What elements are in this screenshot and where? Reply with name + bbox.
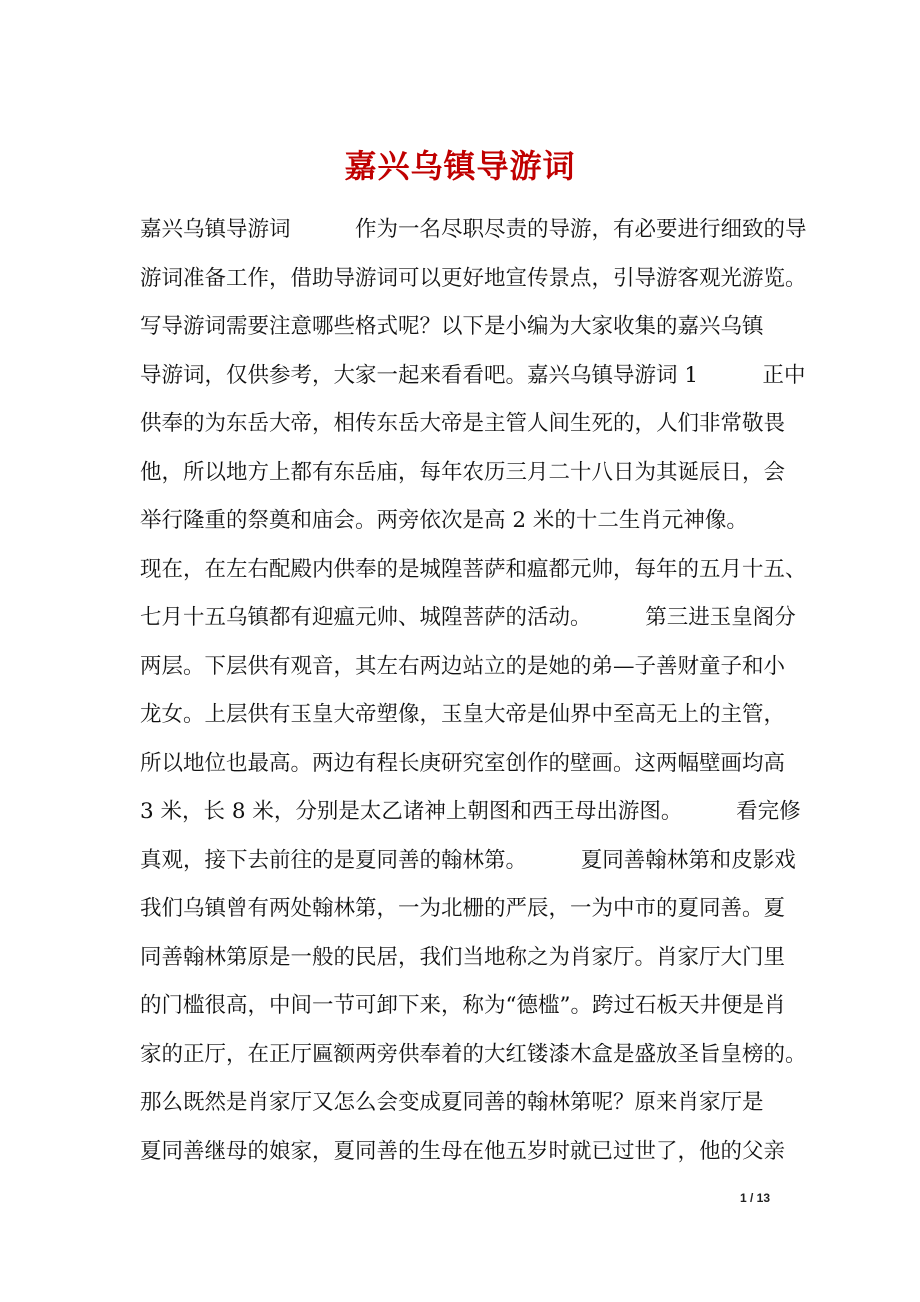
body-line: 写导游词需要注意哪些格式呢？以下是小编为大家收集的嘉兴乌镇	[140, 314, 764, 339]
body-line: 家的正厅，在正厅匾额两旁供奉着的大红镂漆木盒是盛放圣旨皇榜的。	[140, 1041, 807, 1067]
body-line: 供奉的为东岳大帝，相传东岳大帝是主管人间生死的，人们非常敬畏	[140, 411, 786, 436]
body-line: 举行隆重的祭奠和庙会。两旁依次是高 2 米的十二生肖元神像。	[140, 508, 748, 533]
body-line: 七月十五乌镇都有迎瘟元帅、城隍菩萨的活动。 第三进玉皇阁分	[140, 605, 796, 630]
body-line: 我们乌镇曾有两处翰林第，一为北栅的严辰，一为中市的夏同善。夏	[140, 896, 786, 921]
body-line: 导游词，仅供参考，大家一起来看看吧。嘉兴乌镇导游词 1 正中	[140, 362, 806, 388]
body-line: 夏同善继母的娘家，夏同善的生母在他五岁时就已过世了，他的父亲	[140, 1138, 786, 1164]
body-line: 同善翰林第原是一般的民居，我们当地称之为肖家厅。肖家厅大门里	[140, 944, 786, 970]
body-line: 现在，在左右配殿内供奉的是城隍菩萨和瘟都元帅，每年的五月十五、	[140, 556, 807, 582]
body-line: 两层。下层供有观音，其左右两边站立的是她的弟—子善财童子和小	[140, 653, 786, 679]
page-number: 1 / 13	[740, 1191, 771, 1205]
body-line: 真观，接下去前往的是夏同善的翰林第。 夏同善翰林第和皮影戏	[140, 847, 796, 873]
body-line: 3 米，长 8 米，分别是太乙诸神上朝图和西王母出游图。 看完修	[140, 799, 801, 824]
body-line: 所以地位也最高。两边有程长庚研究室创作的壁画。这两幅壁画均高	[140, 750, 786, 776]
document-title: 嘉兴乌镇导游词	[344, 147, 576, 185]
body-line: 的门槛很高，中间一节可卸下来，称为“德槛”。跨过石板天井便是肖	[140, 993, 786, 1018]
body-text	[140, 206, 807, 1176]
body-line: 嘉兴乌镇导游词 作为一名尽职尽责的导游，有必要进行细致的导	[140, 217, 807, 242]
body-line: 游词准备工作，借助导游词可以更好地宣传景点，引导游客观光游览。	[140, 265, 807, 291]
body-line: 他，所以地方上都有东岳庙，每年农历三月二十八日为其诞辰日，会	[140, 459, 786, 485]
body-line: 龙女。上层供有玉皇大帝塑像，玉皇大帝是仙界中至高无上的主管，	[140, 702, 786, 727]
body-line: 那么既然是肖家厅又怎么会变成夏同善的翰林第呢？原来肖家厅是	[140, 1090, 764, 1115]
